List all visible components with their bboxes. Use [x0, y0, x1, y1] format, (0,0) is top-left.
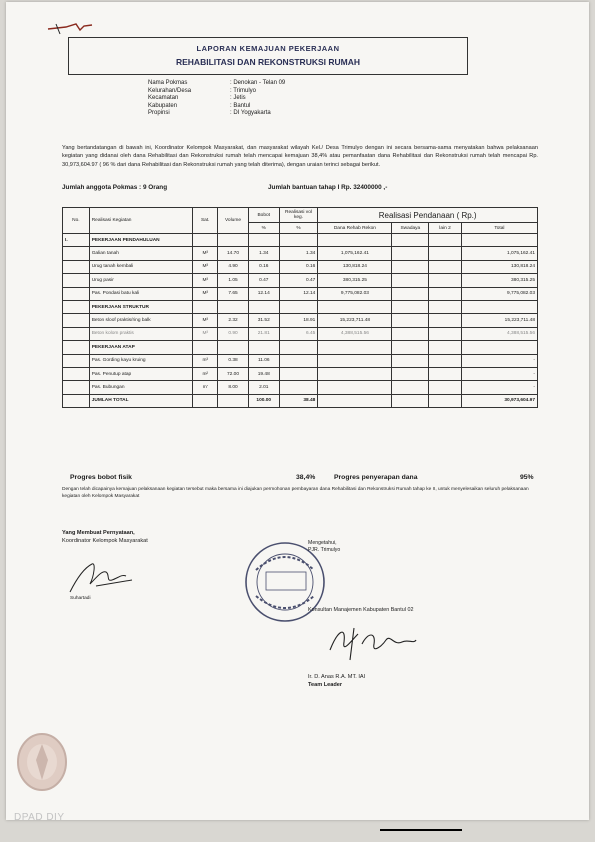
info-row-nama	[148, 80, 285, 88]
cell-swadaya	[392, 260, 429, 273]
cell-swadaya	[392, 314, 429, 327]
cell-sat: m²	[193, 367, 218, 380]
info-label: Propinsi	[148, 110, 170, 117]
info-value: : Denokan - Telan 09	[230, 80, 286, 86]
acknowledged-label: Mengetahui,	[308, 540, 337, 546]
cell-kegiatan: Pas. Bubungan	[89, 381, 193, 394]
cell-kegiatan: Beton sloof praktis/ring balk	[89, 314, 193, 327]
cell-lain	[429, 247, 462, 260]
table-row	[63, 260, 538, 273]
cell-realisasi	[279, 354, 318, 367]
cell-lain	[429, 381, 462, 394]
cell-realisasi: 0.16	[279, 260, 318, 273]
info-label: Kecamatan	[148, 95, 179, 102]
cell-swadaya	[392, 274, 429, 287]
scribble-mark	[46, 20, 94, 36]
cell-total: 30,973,604.97	[461, 394, 537, 407]
report-title: LAPORAN KEMAJUAN PEKERJAAN	[196, 44, 340, 53]
cell-lain	[429, 274, 462, 287]
dpad-logo	[12, 728, 72, 796]
cell-sat: M³	[193, 287, 218, 300]
table-header-row	[63, 208, 538, 223]
intro-paragraph: Yang bertandatangan di bawah ini, Koordinator Kelompok Masyarakat, dan masyarakat wilayah Kel./ Desa Trimulyo dengan ini secara bersama-sama menyatakan bahwa pelaksanaan kegiatan yang didanai oleh dana Rehabilitasi dan Rekonstruksi rumah telah mencapai kemajuan 38,4% atau pemanfaatan dana Rehabilitasi dan Rekonstruksi rumah telah mencapai Rp. 30,973,604.97 ( 96 % dari dana Rehabilitasi dan Rekonstruksi rumah yang telah diterima), dengan uraian terinci sebagai berikut.	[62, 145, 538, 168]
cell-kegiatan: JUMLAH TOTAL	[89, 394, 193, 407]
cell-no	[63, 367, 90, 380]
cell-sat	[193, 300, 218, 313]
col-kegiatan: Realisasi Kegiatan	[89, 208, 193, 234]
cell-lain	[429, 327, 462, 340]
cell-realisasi	[279, 300, 318, 313]
cell-realisasi	[279, 341, 318, 354]
team-leader-block	[308, 674, 365, 689]
cell-kegiatan: PEKERJAAN PENDAHULUAN	[89, 234, 193, 247]
watermark-text: DPAD DIY	[14, 812, 65, 823]
cell-volume: 14.70	[218, 247, 249, 260]
cell-swadaya	[392, 287, 429, 300]
cell-realisasi: 6.45	[279, 327, 318, 340]
col-pendanaan: Realisasi Pendanaan ( Rp.)	[318, 208, 538, 223]
cell-no	[63, 260, 90, 273]
col-swadaya: Swadaya	[392, 223, 429, 234]
cell-total	[461, 341, 537, 354]
cell-no	[63, 327, 90, 340]
cell-sat	[193, 394, 218, 407]
col-dana: Dana Rehab Rekon	[318, 223, 392, 234]
progress-dana-label: Progres penyerapan dana	[334, 474, 418, 481]
cell-total: -	[461, 367, 537, 380]
cell-swadaya	[392, 234, 429, 247]
pjr-role: PJR. Trimulyo	[308, 547, 341, 554]
cell-bobot: 2.01	[248, 381, 279, 394]
cell-dana	[318, 367, 392, 380]
cell-total	[461, 300, 537, 313]
cell-sat: m³	[193, 354, 218, 367]
cell-volume: 7.65	[218, 287, 249, 300]
signature-block-right	[308, 540, 340, 554]
cell-volume	[218, 234, 249, 247]
info-label: Kabupaten	[148, 102, 178, 109]
cell-kegiatan: Pas. Pondasi batu kali	[89, 287, 193, 300]
cell-volume: 72.00	[218, 367, 249, 380]
cell-lain	[429, 314, 462, 327]
cell-swadaya	[392, 354, 429, 367]
info-row-propinsi	[148, 110, 285, 118]
cell-swadaya	[392, 341, 429, 354]
cell-volume	[218, 394, 249, 407]
cell-lain	[429, 367, 462, 380]
cell-sat	[193, 234, 218, 247]
table-row	[63, 327, 538, 340]
info-value: : DI Yogyakarta	[230, 110, 271, 117]
cell-swadaya	[392, 327, 429, 340]
cell-dana	[318, 341, 392, 354]
cell-dana: 130,818.24	[318, 260, 392, 273]
cell-sat: M³	[193, 314, 218, 327]
cell-volume	[218, 341, 249, 354]
cell-dana	[318, 394, 392, 407]
coordinator-name: Suhartadi	[70, 596, 91, 601]
table-row	[63, 274, 538, 287]
cell-bobot: 21.81	[248, 327, 279, 340]
cell-no	[63, 381, 90, 394]
cell-swadaya	[392, 367, 429, 380]
cell-total: -	[461, 381, 537, 394]
info-value: : Bantul	[230, 102, 251, 109]
cell-realisasi: 18.91	[279, 314, 318, 327]
cell-no: I.	[63, 234, 90, 247]
cell-lain	[429, 300, 462, 313]
cell-lain	[429, 260, 462, 273]
cell-sat: M³	[193, 327, 218, 340]
signature-left	[66, 556, 146, 596]
cell-dana	[318, 300, 392, 313]
cell-bobot: 31.52	[248, 314, 279, 327]
cell-no	[63, 341, 90, 354]
cell-bobot: 1.34	[248, 247, 279, 260]
col-bobot-pct: %	[248, 223, 279, 234]
cell-realisasi: 38.48	[279, 394, 318, 407]
cell-no	[63, 354, 90, 367]
signature-right	[324, 620, 420, 666]
col-bobot: Bobot	[248, 208, 279, 223]
cell-sat: M³	[193, 274, 218, 287]
info-row-kabupaten	[148, 103, 285, 111]
cell-no	[63, 314, 90, 327]
cell-dana: 4,388,515.56	[318, 327, 392, 340]
cell-lain	[429, 234, 462, 247]
progress-fisik-label: Progres bobot fisik	[70, 474, 132, 481]
cell-kegiatan: Galian tanah	[89, 247, 193, 260]
cell-volume: 2.32	[218, 314, 249, 327]
info-value: : Trimulyo	[230, 87, 257, 94]
cell-dana	[318, 381, 392, 394]
bottom-bar	[380, 829, 462, 831]
consultant-label: Konsultan Manajemen Kabupaten Bantul 02	[308, 607, 414, 613]
aid-amount: Jumlah bantuan tahap I Rp. 32400000 ,-	[268, 184, 388, 191]
cell-dana: 15,223,711.48	[318, 314, 392, 327]
info-label: Kelurahan/Desa	[148, 87, 192, 94]
cell-sat: M³	[193, 260, 218, 273]
cell-total: 130,818.24	[461, 260, 537, 273]
table-row-total	[63, 394, 538, 407]
cell-bobot	[248, 300, 279, 313]
cell-dana: 1,075,162.41	[318, 247, 392, 260]
progress-dana-value: 95%	[520, 474, 534, 481]
members-count: Jumlah anggota Pokmas : 9 Orang	[62, 184, 168, 191]
cell-kegiatan: PEKERJAAN ATAP	[89, 341, 193, 354]
table-row	[63, 314, 538, 327]
table-row	[63, 367, 538, 380]
cell-bobot: 12.14	[248, 287, 279, 300]
cell-realisasi	[279, 381, 318, 394]
col-total: Total	[461, 223, 537, 234]
col-volume: Volume	[218, 208, 249, 234]
statement-maker: Yang Membuat Pernyataan,	[62, 530, 135, 536]
coordinator-role: Koordinator Kelompok Masyarakat	[62, 537, 148, 544]
cell-lain	[429, 354, 462, 367]
cell-sat	[193, 341, 218, 354]
cell-bobot: 0.16	[248, 260, 279, 273]
cell-no	[63, 247, 90, 260]
cell-volume	[218, 300, 249, 313]
cell-swadaya	[392, 394, 429, 407]
cell-volume: 0.90	[218, 327, 249, 340]
progress-table	[62, 207, 538, 408]
table-row	[63, 287, 538, 300]
cell-volume: 8.00	[218, 381, 249, 394]
cell-kegiatan: Pas. Gording kayu kruing	[89, 354, 193, 367]
cell-bobot	[248, 234, 279, 247]
cell-realisasi: 1.34	[279, 247, 318, 260]
cell-bobot: 19.48	[248, 367, 279, 380]
cell-bobot: 100.00	[248, 394, 279, 407]
cell-sat: M³	[193, 247, 218, 260]
col-realisasi: Realisasi vol keg.	[279, 208, 318, 223]
cell-dana: 9,775,082.03	[318, 287, 392, 300]
cell-swadaya	[392, 381, 429, 394]
report-subtitle: REHABILITASI DAN REKONSTRUKSI RUMAH	[175, 57, 360, 67]
table-row	[63, 341, 538, 354]
cell-sat: m'	[193, 381, 218, 394]
cell-volume: 0.38	[218, 354, 249, 367]
document-page	[6, 2, 589, 820]
cell-total: 9,775,082.03	[461, 287, 537, 300]
cell-volume: 4.90	[218, 260, 249, 273]
cell-no	[63, 274, 90, 287]
col-no: No.	[63, 208, 90, 234]
col-realisasi-pct: %	[279, 223, 318, 234]
cell-realisasi: 12.14	[279, 287, 318, 300]
cell-bobot	[248, 341, 279, 354]
cell-no	[63, 300, 90, 313]
cell-no	[63, 394, 90, 407]
cell-dana: 380,315.25	[318, 274, 392, 287]
cell-bobot: 11.06	[248, 354, 279, 367]
request-note: Dengan telah dicapainya kemajuan pelaksanaan kegiatan tersebut maka bersama ini diajukan permohonan pembayaran dana Rehabilitasi dan Rekonstruksi Rumah tahap ke II, untuk menyelesaikan seluruh pelaksanaan kegiatan oleh Kelompok Masyarakat	[62, 487, 529, 499]
cell-kegiatan: Beton kolom praktis	[89, 327, 193, 340]
cell-total: 15,223,711.48	[461, 314, 537, 327]
cell-kegiatan: Urug pasir	[89, 274, 193, 287]
team-leader-role: Team Leader	[308, 681, 343, 688]
table-row	[63, 300, 538, 313]
cell-dana	[318, 234, 392, 247]
cell-total: 4,388,515.56	[461, 327, 537, 340]
info-label: Nama Pokmas	[148, 80, 188, 86]
table-row	[63, 354, 538, 367]
cell-bobot: 0.47	[248, 274, 279, 287]
cell-total: 1,075,162.41	[461, 247, 537, 260]
cell-swadaya	[392, 247, 429, 260]
cell-lain	[429, 341, 462, 354]
table-row	[63, 381, 538, 394]
col-lain: lain 2	[429, 223, 462, 234]
report-title-box	[68, 37, 468, 75]
info-row-desa	[148, 88, 285, 96]
signature-block-left	[62, 530, 148, 545]
col-sat: Sat.	[193, 208, 218, 234]
cell-swadaya	[392, 300, 429, 313]
cell-realisasi: 0.47	[279, 274, 318, 287]
cell-kegiatan: Urug tanah kembali	[89, 260, 193, 273]
cell-lain	[429, 287, 462, 300]
cell-volume: 1.05	[218, 274, 249, 287]
cell-total	[461, 234, 537, 247]
cell-total: 380,315.25	[461, 274, 537, 287]
cell-no	[63, 287, 90, 300]
cell-kegiatan: Pas. Penutup atap	[89, 367, 193, 380]
team-leader-name: Ir. D. Anas R.A. MT. IAI	[308, 674, 366, 680]
info-value: : Jetis	[230, 95, 246, 102]
cell-lain	[429, 394, 462, 407]
cell-realisasi	[279, 367, 318, 380]
cell-realisasi	[279, 234, 318, 247]
cell-dana	[318, 354, 392, 367]
cell-kegiatan: PEKERJAAN STRUKTUR	[89, 300, 193, 313]
progress-fisik-value: 38,4%	[296, 474, 316, 481]
cell-total: -	[461, 354, 537, 367]
info-row-kecamatan	[148, 95, 285, 103]
table-row	[63, 247, 538, 260]
table-row	[63, 234, 538, 247]
pokmas-info	[148, 80, 285, 118]
